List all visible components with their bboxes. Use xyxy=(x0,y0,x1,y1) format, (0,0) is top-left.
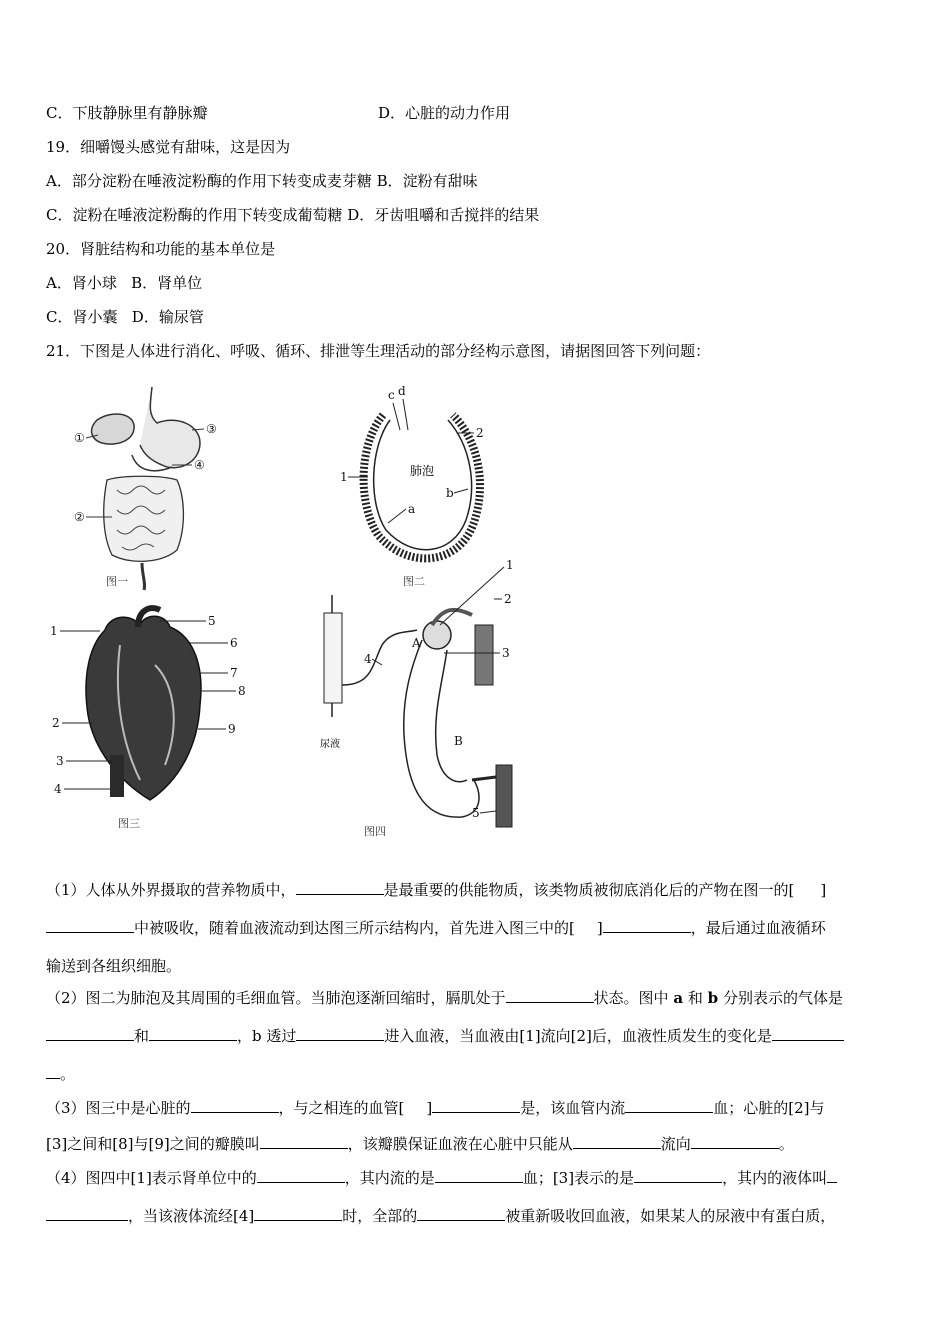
answer-blank[interactable] xyxy=(435,1168,523,1183)
q19-option-d: D．牙齿咀嚼和舌搅拌的结果 xyxy=(347,206,540,224)
q20-options-ab xyxy=(46,273,202,293)
q21-p4-text-c: 血；[3]表示的是 xyxy=(522,1169,635,1187)
answer-blank[interactable] xyxy=(46,918,134,933)
svg-text:3: 3 xyxy=(502,646,510,660)
q21-part4-line1 xyxy=(46,1168,837,1188)
q21-part4-line2 xyxy=(46,1206,835,1226)
svg-text:c: c xyxy=(388,388,395,402)
q18-options xyxy=(46,103,511,123)
q19-options-cd xyxy=(46,205,539,225)
svg-text:5: 5 xyxy=(208,614,216,628)
answer-blank[interactable] xyxy=(296,880,384,895)
svg-text:7: 7 xyxy=(230,666,238,680)
svg-text:2: 2 xyxy=(476,426,484,440)
figure-2-alveolus-label: 肺泡 xyxy=(410,464,435,478)
q21-p2-text-f: 分别表示的气体是 xyxy=(722,989,843,1007)
q21-p4-text-b: ，其内流的是 xyxy=(344,1169,435,1187)
q21-p1-text-b: 是最重要的供能物质，该类物质被彻底消化后的产物在图一的[ xyxy=(383,881,795,899)
q21-p4-text-d: ，其内的液体叫 xyxy=(722,1169,828,1187)
svg-text:4: 4 xyxy=(54,782,62,796)
svg-text:B: B xyxy=(454,734,463,748)
svg-text:4: 4 xyxy=(364,652,372,666)
q21-p4-text-g: 被重新吸收回血液，如果某人的尿液中有蛋白质， xyxy=(505,1207,836,1225)
q21-part1-line1 xyxy=(46,880,826,900)
q20-option-b: B．肾单位 xyxy=(131,274,203,292)
svg-text:A: A xyxy=(412,636,421,650)
figure-4-nephron xyxy=(312,555,532,840)
svg-text:2: 2 xyxy=(504,592,512,606)
q19-option-b: B．淀粉有甜味 xyxy=(376,172,478,190)
answer-blank[interactable] xyxy=(625,1098,713,1113)
answer-blank[interactable] xyxy=(506,988,594,1003)
q21-p3-text-e: 血；心脏的[2]与 xyxy=(713,1099,825,1117)
answer-blank[interactable] xyxy=(260,1134,348,1149)
q21-p1-text-a: （1）人体从外界摄取的营养物质中， xyxy=(46,881,296,899)
svg-text:1: 1 xyxy=(340,470,348,484)
q21-p1-text-d: 中被吸收，随着血液流动到达图三所示结构内，首先进入图三中的[ xyxy=(134,919,575,937)
q21-p3-text-c: ] xyxy=(426,1099,433,1117)
q21-p2-text-h: ，b 透过 xyxy=(237,1027,297,1045)
q18-option-c: C．下肢静脉里有静脉瓣 xyxy=(46,104,208,122)
answer-blank[interactable] xyxy=(46,1026,134,1041)
q21-p1-text-e: ] xyxy=(596,919,603,937)
q21-p4-text-f: 时，全部的 xyxy=(342,1207,418,1225)
svg-text:④: ④ xyxy=(194,458,205,472)
q21-p3-text-f: [3]之间和[8]与[9]之间的瓣膜叫 xyxy=(46,1135,260,1153)
q21-p2-text-d: 和 xyxy=(687,989,703,1007)
q21-p4-text-a: （4）图四中[1]表示肾单位中的 xyxy=(46,1169,257,1187)
q21-p4-text-e: ，当该液体流经[4] xyxy=(128,1207,255,1225)
q21-p3-text-a: （3）图三中是心脏的 xyxy=(46,1099,191,1117)
answer-blank[interactable] xyxy=(296,1026,384,1041)
answer-blank[interactable] xyxy=(827,1168,837,1183)
answer-blank[interactable] xyxy=(603,918,691,933)
q21-p1-text-c: ] xyxy=(820,881,827,899)
q21-p3-text-g: ，该瓣膜保证血液在心脏中只能从 xyxy=(347,1135,573,1153)
figure-4-urine-label: 尿液 xyxy=(320,739,340,750)
q21-p2-text-c: a xyxy=(673,989,684,1007)
svg-text:3: 3 xyxy=(56,754,64,768)
answer-blank[interactable] xyxy=(634,1168,722,1183)
figure-3-heart xyxy=(50,605,260,835)
svg-text:b: b xyxy=(446,486,454,500)
q20-option-d: D．输尿管 xyxy=(131,308,204,326)
svg-text:①: ① xyxy=(74,431,85,445)
q21-part3-line1 xyxy=(46,1098,825,1118)
q20-stem: 20．肾脏结构和功能的基本单位是 xyxy=(46,240,276,258)
q19-stem: 19．细嚼馒头感觉有甜味，这是因为 xyxy=(46,138,291,156)
q21-p2-text-a: （2）图二为肺泡及其周围的毛细血管。当肺泡逐渐回缩时，膈肌处于 xyxy=(46,989,506,1007)
q19-option-a: A．部分淀粉在唾液淀粉酶的作用下转变成麦芽糖 xyxy=(46,172,372,190)
figure-1-digestive-system xyxy=(72,385,222,595)
answer-blank[interactable] xyxy=(573,1134,661,1149)
answer-blank[interactable] xyxy=(191,1098,279,1113)
q20-option-c: C．肾小囊 xyxy=(46,308,118,326)
answer-blank[interactable] xyxy=(149,1026,237,1041)
answer-blank[interactable] xyxy=(46,1064,60,1079)
svg-text:9: 9 xyxy=(228,722,236,736)
q21-p3-text-b: ，与之相连的血管[ xyxy=(278,1099,405,1117)
answer-blank[interactable] xyxy=(254,1206,342,1221)
q19-options-ab xyxy=(46,171,478,191)
q21-p2-text-e: b xyxy=(707,989,719,1007)
q21-p3-text-i: 。 xyxy=(778,1135,794,1153)
answer-blank[interactable] xyxy=(691,1134,779,1149)
q20-options-cd xyxy=(46,307,204,327)
q21-part2-line3 xyxy=(46,1064,75,1084)
svg-text:1: 1 xyxy=(506,558,514,572)
q21-part1-line3: 输送到各组织细胞。 xyxy=(46,957,182,975)
figure-2-caption: 图二 xyxy=(403,575,425,588)
svg-text:2: 2 xyxy=(52,716,60,730)
answer-blank[interactable] xyxy=(257,1168,345,1183)
svg-text:6: 6 xyxy=(230,636,238,650)
svg-text:d: d xyxy=(398,385,406,398)
answer-blank[interactable] xyxy=(772,1026,844,1041)
svg-text:1: 1 xyxy=(50,624,58,638)
q18-option-d: D．心脏的动力作用 xyxy=(378,104,511,122)
svg-text:②: ② xyxy=(74,510,85,524)
svg-text:8: 8 xyxy=(238,684,246,698)
answer-blank[interactable] xyxy=(46,1206,128,1221)
figure-4-caption: 图四 xyxy=(364,825,386,838)
q21-p3-text-d: 是，该血管内流 xyxy=(520,1099,626,1117)
q21-part3-line2 xyxy=(46,1134,794,1154)
q21-p1-text-f: ，最后通过血液循环 xyxy=(690,919,826,937)
q20-option-a: A．肾小球 xyxy=(46,274,117,292)
q21-p3-text-h: 流向 xyxy=(660,1135,691,1153)
svg-text:5: 5 xyxy=(472,806,480,820)
q21-p2-text-g: 和 xyxy=(134,1027,150,1045)
q21-part2-line2 xyxy=(46,1026,844,1046)
answer-blank[interactable] xyxy=(417,1206,505,1221)
q21-p2-text-b: 状态。图中 xyxy=(593,989,669,1007)
q21-part1-line2 xyxy=(46,918,826,938)
q21-stem: 21．下图是人体进行消化、呼吸、循环、排泄等生理活动的部分经构示意图，请据图回答下列问题： xyxy=(46,342,711,360)
q21-part2-line1 xyxy=(46,988,843,1008)
q21-p2-text-j: 。 xyxy=(60,1065,76,1083)
svg-text:a: a xyxy=(408,502,416,516)
answer-blank[interactable] xyxy=(432,1098,520,1113)
svg-text:③: ③ xyxy=(206,422,217,436)
q21-p2-text-i: 进入血液，当血液由[1]流向[2]后，血液性质发生的变化是 xyxy=(384,1027,772,1045)
figure-3-caption: 图三 xyxy=(118,817,140,830)
q19-option-c: C．淀粉在唾液淀粉酶的作用下转变成葡萄糖 xyxy=(46,206,343,224)
figure-1-caption: 图一 xyxy=(106,575,128,588)
